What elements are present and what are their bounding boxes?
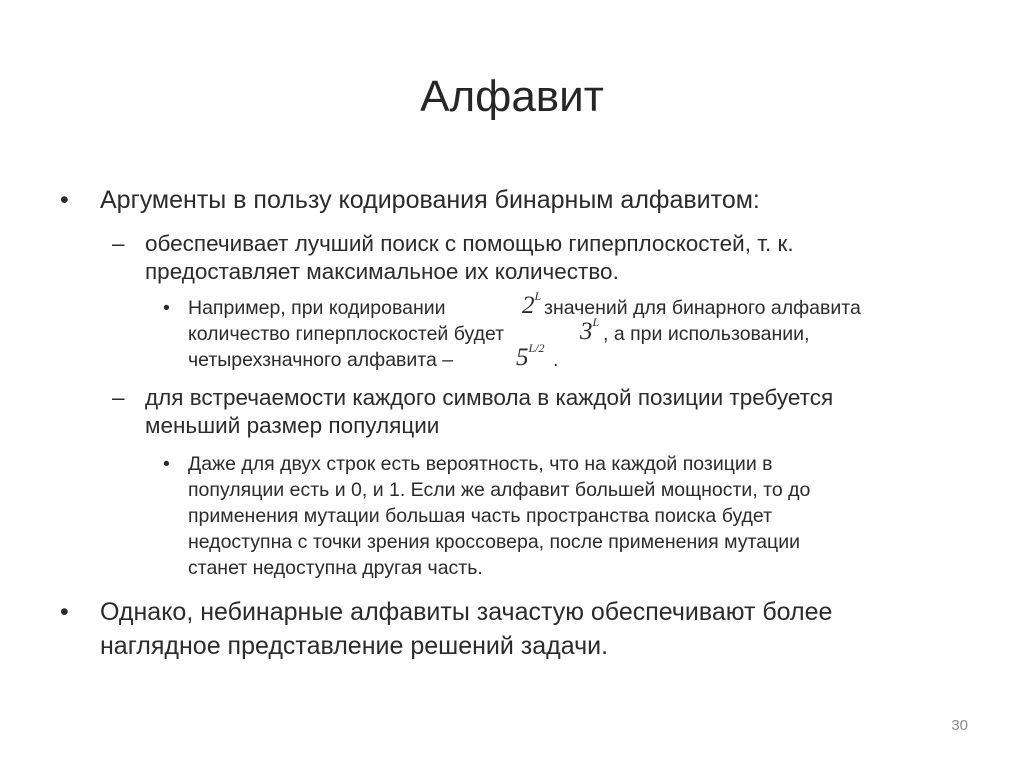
sub-bullet-text-line: станет недоступна другая часть. xyxy=(188,557,483,579)
dash-text-line: предоставляет максимальное их количество. xyxy=(145,259,619,284)
dash-marker: – xyxy=(112,385,125,410)
bullet-text-line: Однако, небинарные алфавиты зачастую обеспечивают более xyxy=(100,598,833,626)
slide-title: Алфавит xyxy=(420,72,604,121)
bullet-marker: • xyxy=(163,297,170,319)
dash-text-line: для встречаемости каждого символа в каждой позиции требуется xyxy=(145,385,834,410)
dash-text-line: обеспечивает лучший поиск с помощью гиперплоскостей, т. к. xyxy=(145,231,794,256)
sub-bullet-text: Например, при кодировании xyxy=(188,297,446,319)
sub-bullet-text: значений для бинарного алфавита xyxy=(544,297,861,319)
sub-bullet-text: . xyxy=(553,349,559,371)
sub-bullet-text-line: недоступна с точки зрения кроссовера, после применения мутации xyxy=(188,531,800,553)
formula-3-pow-L: $3^L$ xyxy=(580,315,600,345)
sub-bullet-text: четырехзначного алфавита – xyxy=(188,349,454,371)
formula-2-pow-L: $2^L$ xyxy=(522,289,542,319)
bullet-text-line: наглядное представление решений задачи. xyxy=(100,632,609,660)
sub-bullet-text-line: применения мутации большая часть пространства поиска будет xyxy=(188,505,773,527)
bullet-marker: • xyxy=(60,598,69,626)
bullet-marker: • xyxy=(60,186,69,214)
sub-bullet-text-line xyxy=(188,295,446,321)
sub-bullet-text: , а при использовании, xyxy=(603,323,810,345)
sub-bullet-text: количество гиперплоскостей будет xyxy=(188,323,505,345)
formula-5-pow-L-half: $5^{L/2}$ xyxy=(516,341,545,371)
page-number: 30 xyxy=(951,717,968,734)
bullet-marker: • xyxy=(163,453,170,475)
sub-bullet-text-line: Даже для двух строк есть вероятность, что на каждой позиции в xyxy=(188,453,773,475)
sub-bullet-text-line: популяции есть и 0, и 1. Если же алфавит большей мощности, то до xyxy=(188,479,811,501)
dash-marker: – xyxy=(112,231,125,256)
bullet-text: Аргументы в пользу кодирования бинарным алфавитом: xyxy=(100,186,760,214)
dash-text-line: меньший размер популяции xyxy=(145,413,440,438)
